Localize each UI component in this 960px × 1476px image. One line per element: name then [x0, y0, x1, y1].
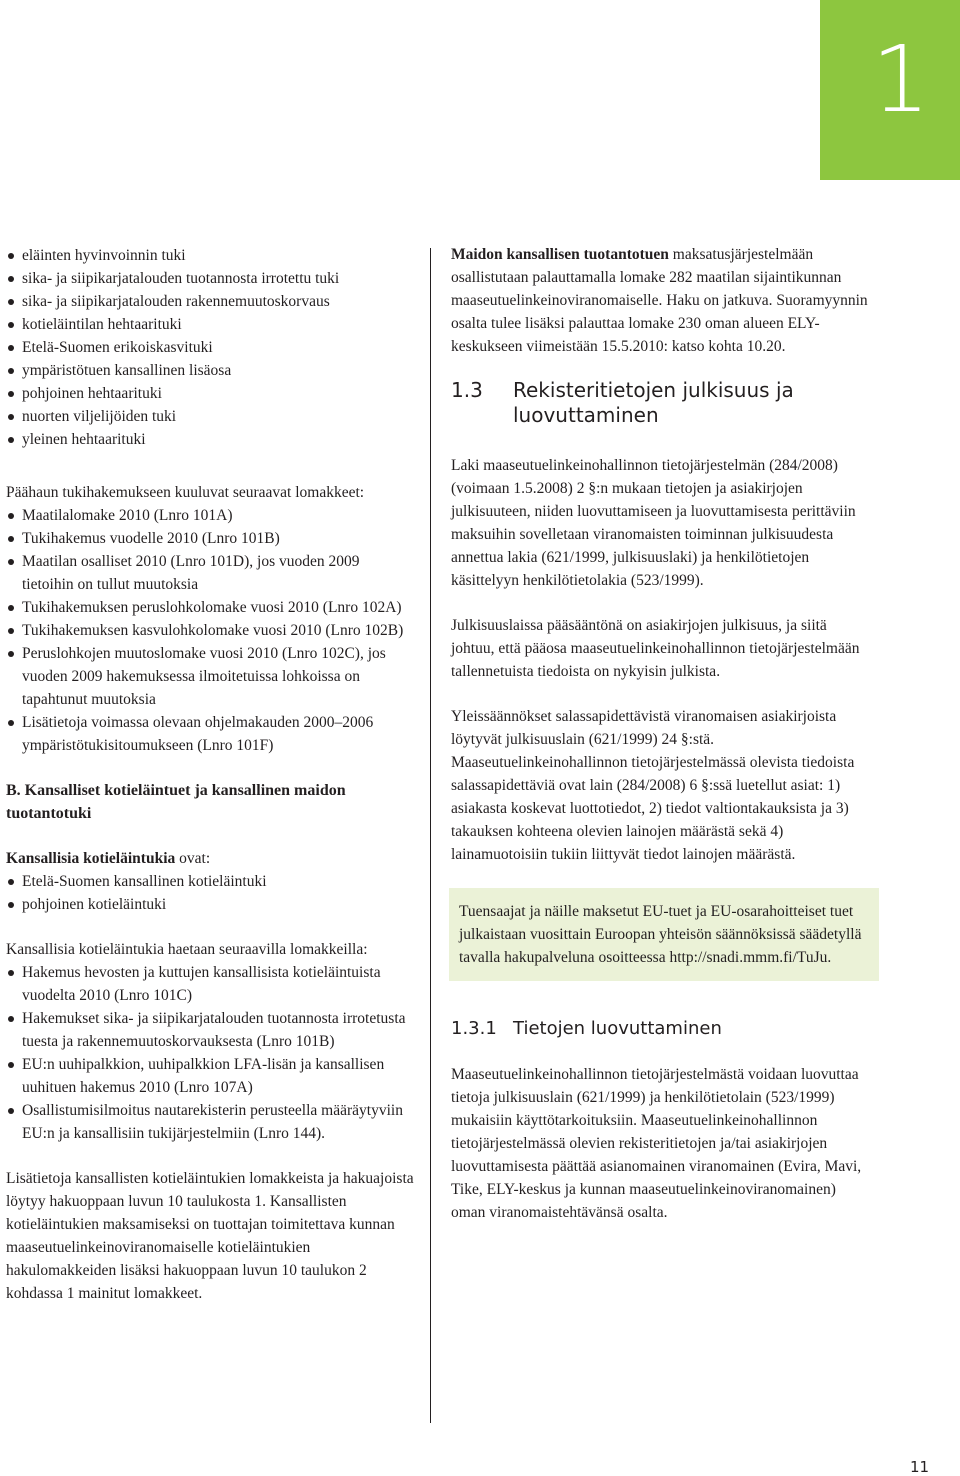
- list-item: Lisätietoja voimassa olevaan ohjelmakauden 2000–2006 ympäristötukisitoumukseen (Lnro 101F): [6, 711, 414, 757]
- page-number: 11: [910, 1458, 930, 1476]
- closing-paragraph: Lisätietoja kansallisten kotieläintukien lomakkeista ja hakuajoista löytyy hakuoppaan luvun 10 taulukosta 1. Kansallisten kotieläintukien maksamiseksi on tuottajan toimitettava kunnan maaseutuelinkeinoviranomaiselle kotieläintukien hakulomakkeiden lisäksi hakuoppaan luvun 10 taulukon 2 kohdassa 1 mainitut lomakkeet.: [6, 1170, 414, 1302]
- list-item: yleinen hehtaarituki: [6, 428, 414, 451]
- section-b-heading: B. Kansalliset kotieläintuet ja kansallinen maidon tuotantotuki: [6, 782, 346, 822]
- list-item: Etelä-Suomen erikoiskasvituki: [6, 336, 414, 359]
- left-column: [6, 244, 414, 1305]
- milk-bold: Maidon kansallisen tuotantotuen: [451, 246, 669, 263]
- milk-rest: maksatusjärjestelmään osallistutaan palauttamalla lomake 282 maatilan sijaintikunnan maaseutuelinkeinoviranomaiselle. Haku on jatkuva. Suoramyynnin osalta tulee lisäksi palauttaa lomake 230 oman alueen ELY-keskukseen viimeistään 15.5.2010: katso kohta 10.20.: [451, 246, 868, 355]
- highlight-box: [449, 888, 879, 981]
- list-item: Peruslohkojen muutoslomake vuosi 2010 (Lnro 102C), jos vuoden 2009 hakemuksessa ilmoitetuissa lohkoissa on tapahtunut muutoksia: [6, 642, 414, 711]
- section-title: Tietojen luovuttaminen: [513, 1018, 722, 1039]
- forms-list: [6, 504, 414, 757]
- list-item: Maatilan osalliset 2010 (Lnro 101D), jos vuoden 2009 tietoihin on tullut muutoksia: [6, 550, 414, 596]
- list-item: Tukihakemuksen kasvulohkolomake vuosi 2010 (Lnro 102B): [6, 619, 414, 642]
- kot-intro-bold: Kansallisia kotieläintukia: [6, 850, 176, 867]
- kot-intro-rest: ovat:: [175, 850, 211, 867]
- list-item: Maatilalomake 2010 (Lnro 101A): [6, 504, 414, 527]
- list-item: Tukihakemuksen peruslohkolomake vuosi 2010 (Lnro 102A): [6, 596, 414, 619]
- forms-intro: Päähaun tukihakemukseen kuuluvat seuraavat lomakkeet:: [6, 484, 365, 501]
- section-title: Rekisteritietojen julkisuus ja luovuttaminen: [513, 378, 794, 427]
- paragraph-1: Laki maaseutuelinkeinohallinnon tietojärjestelmän (284/2008) (voimaan 1.5.2008) 2 §:n mukaan tietojen ja asiakirjojen julkisuuteen, niiden luovuttamiseen ja luovuttamisesta perittäviin maksuihin sovelletaan viranomaisten toiminnan julkisuudesta annettua lakia (621/1999, julkisuuslaki) ja henkilötietojen käsittelyyn henkilötietolakia (523/1999).: [451, 457, 856, 589]
- chapter-number: 1: [871, 26, 930, 133]
- chapter-tab: [820, 0, 960, 180]
- highlight-text: Tuensaajat ja näille maksetut EU-tuet ja EU-osarahoitteiset tuet julkaistaan vuosittain Euroopan yhteisön säännöksissä säädetyllä tavalla hakupalveluna osoitteessa http://snadi.mmm.fi/TuJu.: [459, 903, 862, 966]
- list-item: Etelä-Suomen kansallinen kotieläintuki: [6, 870, 414, 893]
- list-item: Tukihakemus vuodelle 2010 (Lnro 101B): [6, 527, 414, 550]
- list-item: Hakemus hevosten ja kuttujen kansallisista kotieläintuista vuodelta 2010 (Lnro 101C): [6, 961, 414, 1007]
- section-number: 1.3: [451, 378, 483, 402]
- kot-forms-list: [6, 961, 414, 1145]
- paragraph-3: Yleissäännökset salassapidettävistä viranomaisen asiakirjoista löytyvät julkisuuslain (621/1999) 24 §:stä. Maaseutuelinkeinohallinnon tietojärjestelmässä olevista tiedoista salassapidettäviä ovat lain (284/2008) 6 §:ssä luetellut asiat: 1) asiakasta koskevat luottotiedot, 2) tiedot valtiontakauksista ja 3) takauksen kohteena olevien lainojen määrästä sekä 4) lainamuotoisiin tukiin liittyvät tiedot lainojen määrästä.: [451, 708, 855, 863]
- column-divider: [430, 248, 431, 1423]
- list-item: sika- ja siipikarjatalouden rakennemuutoskorvaus: [6, 290, 414, 313]
- right-column: [451, 243, 871, 1224]
- milk-paragraph: [451, 243, 871, 358]
- list-item: Hakemukset sika- ja siipikarjatalouden tuotannosta irrotetusta tuesta ja rakennemuutoskorvauksesta (Lnro 101B): [6, 1007, 414, 1053]
- list-item: ympäristötuen kansallinen lisäosa: [6, 359, 414, 382]
- section-number: 1.3.1: [451, 1018, 497, 1039]
- paragraph-4: Maaseutuelinkeinohallinnon tietojärjestelmästä voidaan luovuttaa tietoja julkisuuslain (621/1999) ja henkilötietolain (523/1999) mukaisiin käyttötarkoituksiin. Maaseutuelinkeinohallinnon tietojärjestelmässä olevien rekisteritietojen ja/tai asiakirjojen luovuttamisesta päättää asianomainen viranomainen (Evira, Mavi, Tike, ELY-keskus ja kunnan maaseutuelinkeinoviranomainen) oman viranomaistehtävänsä osalta.: [451, 1066, 862, 1221]
- section-heading-1-3-1: [451, 1017, 871, 1041]
- list-item: eläinten hyvinvoinnin tuki: [6, 244, 414, 267]
- list-item: EU:n uuhipalkkion, uuhipalkkion LFA-lisän ja kansallisen uuhituen hakemus 2010 (Lnro 107A): [6, 1053, 414, 1099]
- kot-intro: [6, 847, 414, 870]
- support-list: [6, 244, 414, 451]
- paragraph-2: Julkisuuslaissa pääsääntönä on asiakirjojen julkisuus, ja siitä johtuu, että pääosa maaseutuelinkeinohallinnon tietojärjestelmään tallennetuista tiedoista on nykyisin julkista.: [451, 617, 860, 680]
- list-item: nuorten viljelijöiden tuki: [6, 405, 414, 428]
- kot-list: [6, 870, 414, 916]
- list-item: pohjoinen kotieläintuki: [6, 893, 414, 916]
- list-item: Osallistumisilmoitus nautarekisterin perusteella määräytyviin EU:n ja kansallisiin tukijärjestelmiin (Lnro 144).: [6, 1099, 414, 1145]
- section-heading-1-3: [451, 378, 871, 428]
- list-item: sika- ja siipikarjatalouden tuotannosta irrotettu tuki: [6, 267, 414, 290]
- list-item: pohjoinen hehtaarituki: [6, 382, 414, 405]
- kot-forms-intro: Kansallisia kotieläintukia haetaan seuraavilla lomakkeilla:: [6, 941, 368, 958]
- list-item: kotieläintilan hehtaarituki: [6, 313, 414, 336]
